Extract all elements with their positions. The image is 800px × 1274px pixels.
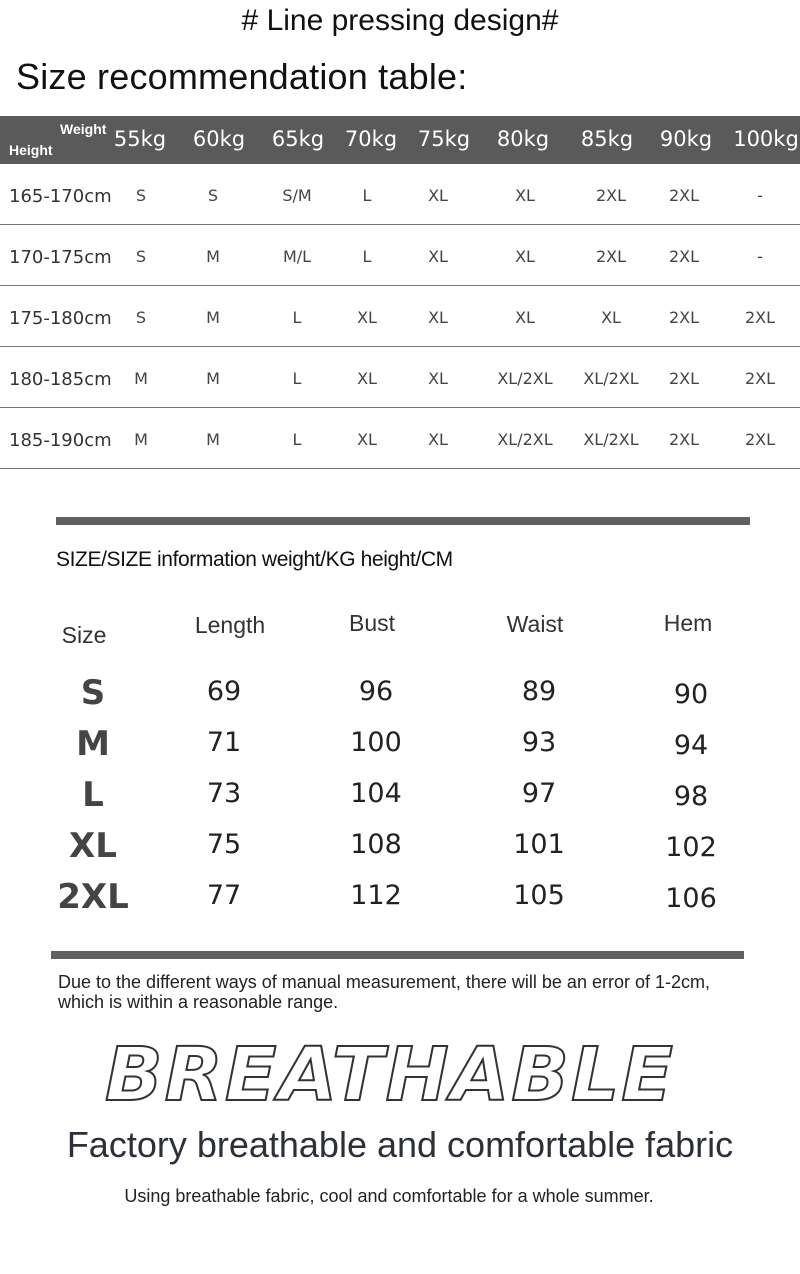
weight-column-header: 75kg bbox=[417, 127, 471, 151]
table-header-row bbox=[0, 116, 800, 164]
table-row bbox=[0, 286, 800, 347]
section-divider-top bbox=[56, 517, 750, 525]
measurement-note: Due to the different ways of manual measurement, there will be an error of 1-2cm, which is within a reasonable range. bbox=[58, 972, 710, 1012]
recommended-size-cell: XL bbox=[357, 308, 377, 327]
recommended-size-cell: 2XL bbox=[668, 369, 700, 388]
waist-column-header: Waist bbox=[506, 611, 564, 637]
length-value: 77 bbox=[206, 880, 242, 911]
size-info-title: SIZE/SIZE information weight/KG height/CM bbox=[56, 548, 453, 571]
fabric-headline: Factory breathable and comfortable fabric bbox=[66, 1124, 734, 1165]
recommended-size-cell: XL bbox=[428, 430, 448, 449]
recommended-size-cell: L bbox=[292, 369, 302, 388]
section-divider-bottom bbox=[51, 951, 744, 959]
hem-value: 102 bbox=[665, 832, 717, 863]
recommended-size-cell: 2XL bbox=[744, 308, 776, 327]
size-recommendation-table bbox=[0, 116, 800, 469]
size-label: 2XL bbox=[57, 877, 129, 917]
table-row bbox=[0, 225, 800, 286]
bust-value: 100 bbox=[350, 727, 402, 758]
weight-corner-label: Weight bbox=[60, 121, 107, 137]
table-row bbox=[0, 408, 800, 469]
recommended-size-cell: 2XL bbox=[744, 430, 776, 449]
size-label: M bbox=[76, 724, 110, 764]
recommended-size-cell: 2XL bbox=[668, 308, 700, 327]
recommended-size-cell: 2XL bbox=[668, 247, 700, 266]
recommended-size-cell: - bbox=[757, 186, 763, 205]
length-value: 75 bbox=[206, 829, 242, 860]
weight-column-header: 85kg bbox=[580, 127, 634, 151]
recommended-size-cell: S bbox=[135, 186, 147, 205]
recommended-size-cell: L bbox=[292, 308, 302, 327]
bust-value: 104 bbox=[350, 778, 402, 809]
recommended-size-cell: XL/2XL bbox=[497, 369, 553, 388]
recommended-size-cell: XL bbox=[428, 369, 448, 388]
bust-value: 108 bbox=[350, 829, 402, 860]
weight-column-header: 90kg bbox=[659, 127, 713, 151]
fabric-description: Using breathable fabric, cool and comfortable for a whole summer. bbox=[124, 1186, 654, 1206]
recommended-size-cell: 2XL bbox=[595, 247, 627, 266]
recommended-size-cell: XL/2XL bbox=[583, 369, 639, 388]
recommendation-title: Size recommendation table: bbox=[16, 56, 468, 97]
height-corner-label: Height bbox=[9, 142, 53, 158]
recommended-size-cell: XL bbox=[428, 308, 448, 327]
hem-value: 94 bbox=[673, 730, 709, 761]
size-column-header: Size bbox=[61, 622, 107, 648]
recommended-size-cell: L bbox=[362, 186, 372, 205]
recommended-size-cell: XL/2XL bbox=[497, 430, 553, 449]
weight-column-header: 100kg bbox=[733, 127, 799, 151]
recommended-size-cell: S bbox=[135, 308, 147, 327]
height-range-cell: 165-170cm bbox=[9, 186, 112, 207]
waist-value: 105 bbox=[513, 880, 565, 911]
recommended-size-cell: 2XL bbox=[668, 186, 700, 205]
length-value: 73 bbox=[206, 778, 242, 809]
length-value: 69 bbox=[206, 676, 242, 707]
hem-column-header: Hem bbox=[663, 610, 713, 636]
recommended-size-cell: M bbox=[206, 430, 220, 449]
recommended-size-cell: XL bbox=[428, 247, 448, 266]
weight-column-header: 80kg bbox=[496, 127, 550, 151]
page-heading: # Line pressing design# bbox=[241, 4, 559, 37]
bust-value: 96 bbox=[358, 676, 394, 707]
recommended-size-cell: XL bbox=[357, 430, 377, 449]
waist-value: 101 bbox=[513, 829, 565, 860]
recommended-size-cell: XL bbox=[428, 186, 448, 205]
recommended-size-cell: 2XL bbox=[595, 186, 627, 205]
breathable-outline-word bbox=[0, 1032, 800, 1112]
recommended-size-cell: 2XL bbox=[668, 430, 700, 449]
height-range-cell: 170-175cm bbox=[9, 247, 112, 268]
height-range-cell: 175-180cm bbox=[9, 308, 112, 329]
recommended-size-cell: XL bbox=[515, 247, 535, 266]
recommended-size-cell: M bbox=[134, 369, 148, 388]
weight-column-header: 70kg bbox=[344, 127, 398, 151]
recommended-size-cell: XL bbox=[601, 308, 621, 327]
recommended-size-cell: XL bbox=[357, 369, 377, 388]
recommended-size-cell: XL bbox=[515, 186, 535, 205]
size-label: S bbox=[80, 673, 106, 713]
recommended-size-cell: 2XL bbox=[744, 369, 776, 388]
recommended-size-cell: L bbox=[362, 247, 372, 266]
waist-value: 97 bbox=[521, 778, 557, 809]
bust-value: 112 bbox=[350, 880, 402, 911]
recommended-size-cell: XL/2XL bbox=[583, 430, 639, 449]
hem-value: 98 bbox=[673, 781, 709, 812]
size-label: XL bbox=[69, 826, 117, 866]
recommended-size-cell: M bbox=[206, 369, 220, 388]
weight-column-header: 65kg bbox=[271, 127, 325, 151]
recommended-size-cell: S bbox=[207, 186, 219, 205]
weight-column-header: 55kg bbox=[113, 127, 167, 151]
bust-column-header: Bust bbox=[348, 610, 396, 636]
length-value: 71 bbox=[206, 727, 242, 758]
hem-value: 90 bbox=[673, 679, 709, 710]
table-row bbox=[0, 347, 800, 408]
recommended-size-cell: XL bbox=[515, 308, 535, 327]
height-range-cell: 180-185cm bbox=[9, 369, 112, 390]
recommended-size-cell: S/M bbox=[282, 186, 312, 205]
height-range-cell: 185-190cm bbox=[9, 430, 112, 451]
recommended-size-cell: M bbox=[206, 247, 220, 266]
breathable-word: BREATHABLE bbox=[105, 1032, 675, 1112]
length-column-header: Length bbox=[194, 612, 266, 638]
recommended-size-cell: M bbox=[134, 430, 148, 449]
recommended-size-cell: L bbox=[292, 430, 302, 449]
weight-column-header: 60kg bbox=[192, 127, 246, 151]
recommended-size-cell: S bbox=[135, 247, 147, 266]
hem-value: 106 bbox=[665, 883, 717, 914]
size-label: L bbox=[82, 775, 104, 815]
recommended-size-cell: - bbox=[757, 247, 763, 266]
recommended-size-cell: M/L bbox=[282, 247, 312, 266]
recommended-size-cell: M bbox=[206, 308, 220, 327]
table-row bbox=[0, 164, 800, 225]
waist-value: 89 bbox=[521, 676, 557, 707]
waist-value: 93 bbox=[521, 727, 557, 758]
